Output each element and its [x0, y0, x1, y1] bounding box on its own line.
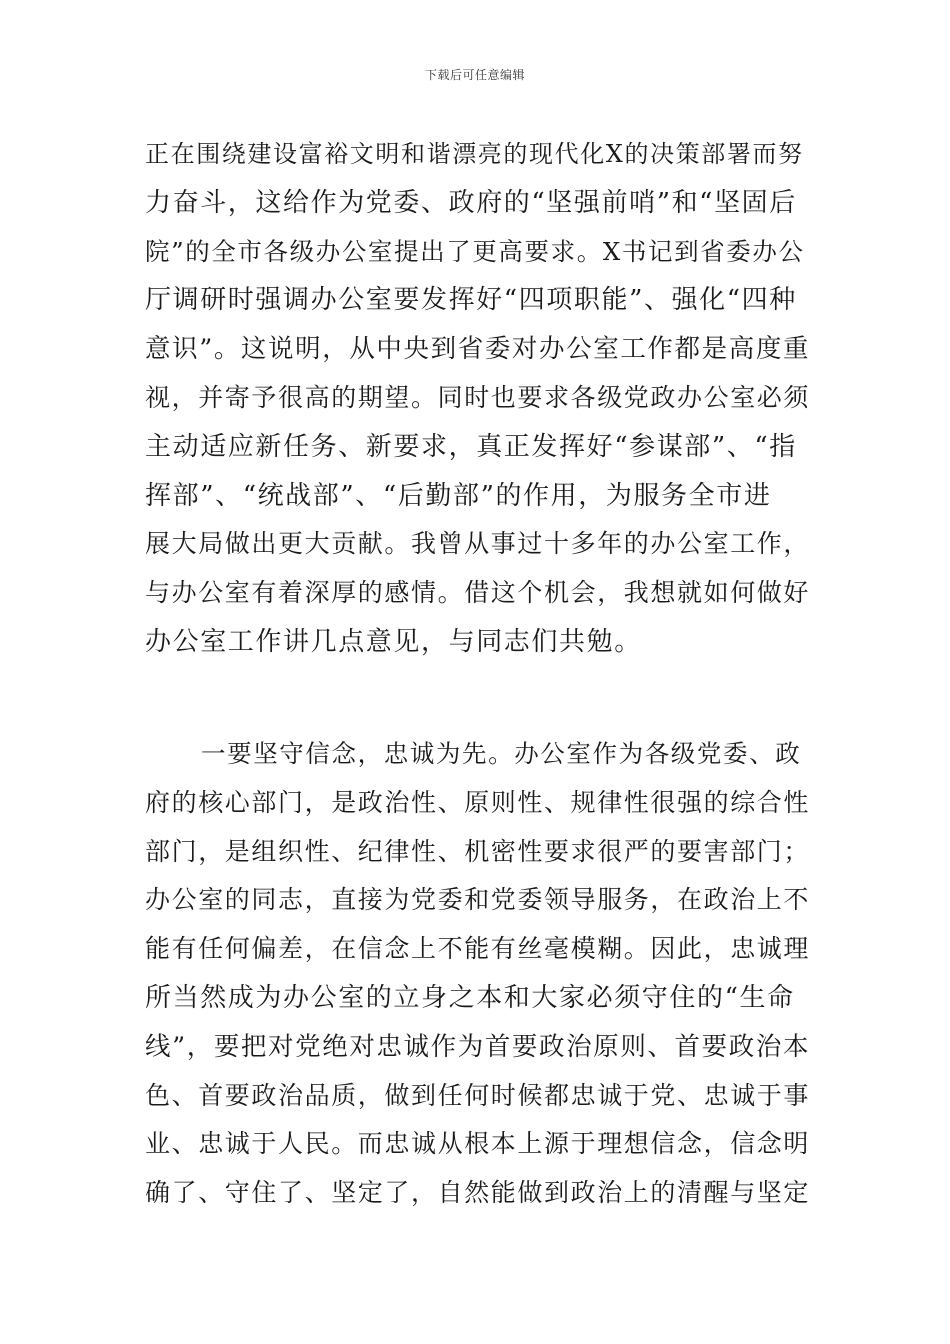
- paragraph-2: [145, 730, 810, 1218]
- text-line: 厅调研时强调办公室要发挥好“四项职能”、强化“四种: [145, 285, 797, 316]
- text-line: 部门，是组织性、纪律性、机密性要求很严的要害部门；: [145, 836, 811, 866]
- text-line: 业、忠诚于人民。而忠诚从根本上源于理想信念，信念明: [145, 1129, 811, 1159]
- text-line: 意识”。这说明，从中央到省委对办公室工作都是高度重: [145, 334, 811, 365]
- paragraph-1: [145, 130, 810, 667]
- text-line: 确了、守住了、坚定了，自然能做到政治上的清醒与坚定: [145, 1178, 811, 1208]
- text-line: 所当然成为办公室的立身之本和大家必须守住的“生命: [145, 982, 795, 1013]
- text-line: 院”的全市各级办公室提出了更高要求。X书记到省委办公: [145, 236, 805, 266]
- text-line: 正在围绕建设富裕文明和谐漂亮的现代化X的决策部署而努: [145, 140, 804, 168]
- text-line: 主动适应新任务、新要求，真正发挥好“参谋部”、“指: [145, 431, 797, 462]
- text-line: 视，并寄予很高的期望。同时也要求各级党政办公室必须: [145, 382, 811, 412]
- text-line: 办公室工作讲几点意见，与同志们共勉。: [145, 626, 642, 657]
- text-line: 能有任何偏差，在信念上不能有丝毫模糊。因此，忠诚理: [145, 934, 811, 964]
- text-line: 挥部”、“统战部”、“后勤部”的作用，为服务全市进: [145, 480, 772, 511]
- text-line: 办公室的同志，直接为党委和党委领导服务，在政治上不: [145, 885, 811, 915]
- text-line: 线”，要把对党绝对忠诚作为首要政治原则、首要政治本: [145, 1031, 811, 1062]
- text-line: 与办公室有着深厚的感情。借这个机会，我想就如何做好: [145, 578, 811, 608]
- page-header: 下载后可任意编辑: [424, 68, 525, 82]
- text-line: 力奋斗，这给作为党委、政府的“坚强前哨”和“坚固后: [145, 187, 797, 218]
- text-line: 一要坚守信念，忠诚为先。办公室作为各级党委、政: [201, 739, 802, 768]
- text-line: 色、首要政治品质，做到任何时候都忠诚于党、忠诚于事: [145, 1080, 811, 1110]
- text-line: 府的核心部门，是政治性、原则性、规律性很强的综合性: [145, 787, 811, 817]
- text-line: 展大局做出更大贡献。我曾从事过十多年的办公室工作，: [145, 529, 811, 559]
